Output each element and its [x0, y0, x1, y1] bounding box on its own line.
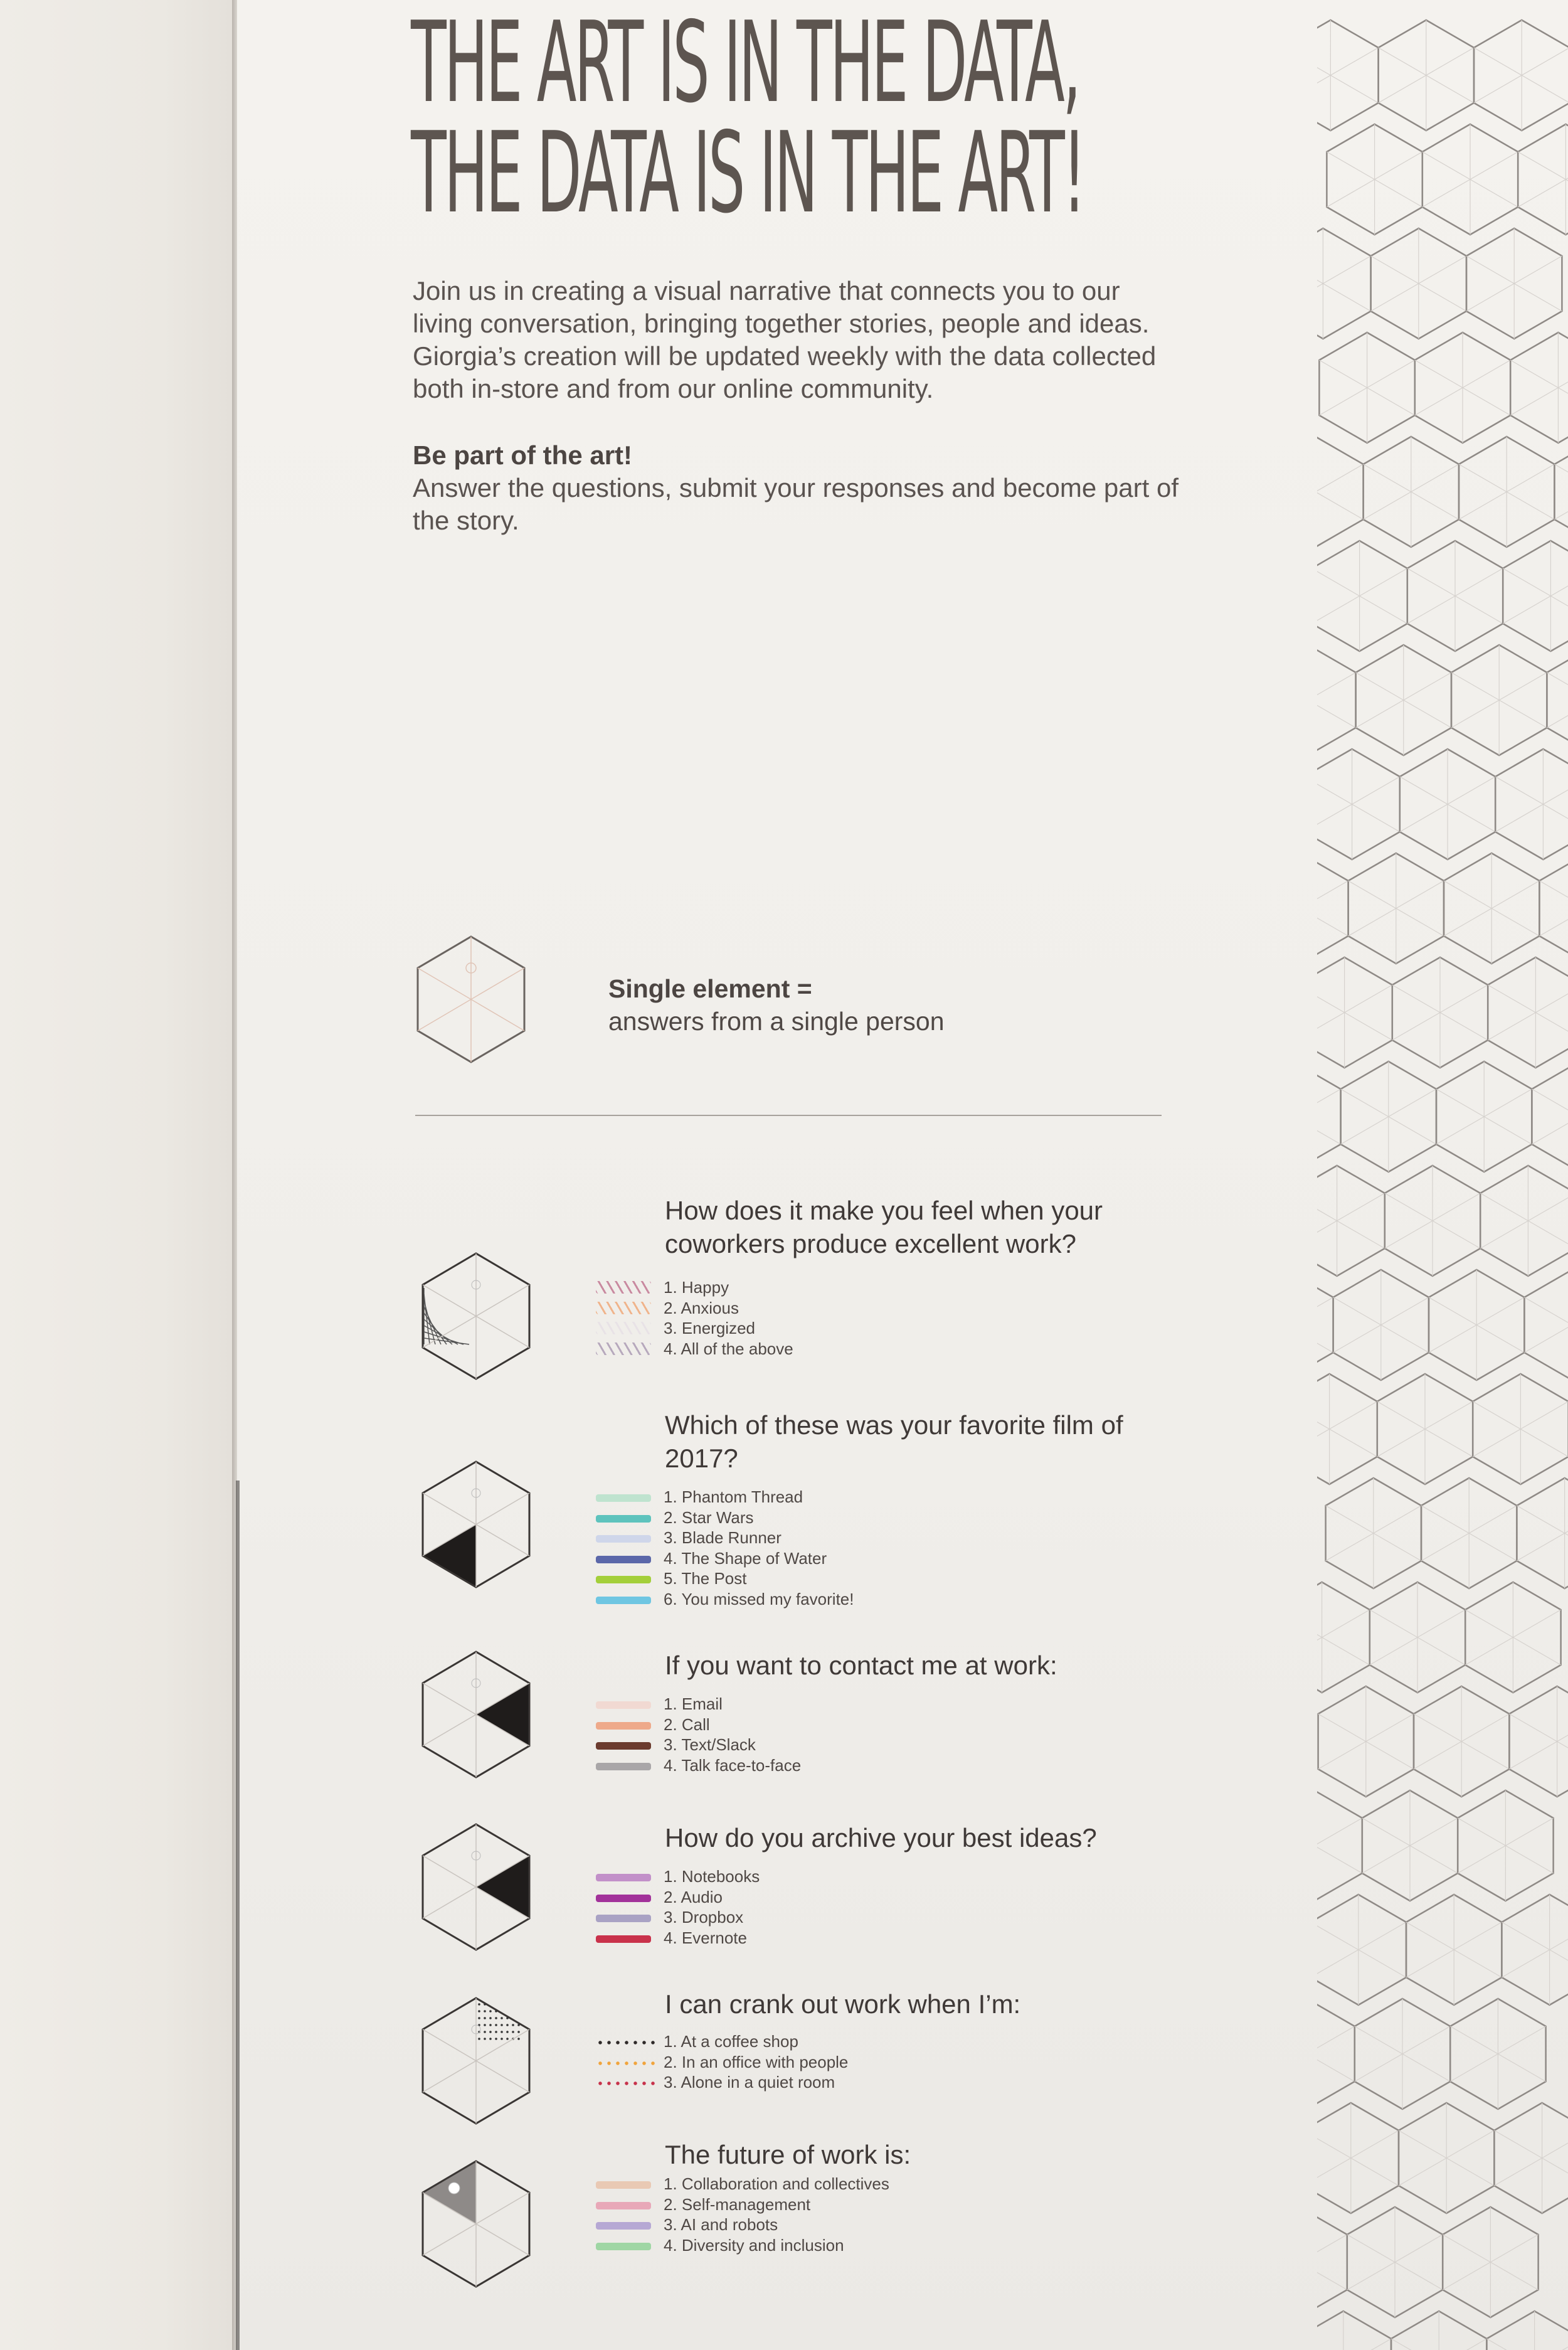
color-swatch — [596, 2202, 651, 2209]
pattern-hexagon — [1317, 957, 1392, 1068]
divider — [415, 1115, 1162, 1116]
color-swatch — [596, 1302, 651, 1314]
question-options-2 — [664, 1487, 854, 1609]
pattern-hexagon — [1391, 2311, 1486, 2350]
option-label: 3. Alone in a quiet room — [664, 2073, 835, 2092]
pattern-hexagon — [1539, 853, 1568, 964]
pattern-hexagon — [1317, 437, 1364, 547]
pattern-hexagon — [1392, 957, 1488, 1068]
legend-title: Single element = — [608, 974, 812, 1003]
pattern-hexagon — [1371, 228, 1466, 339]
color-swatch — [596, 1763, 651, 1770]
pattern-hexagon — [1341, 1061, 1436, 1172]
pattern-hexagon — [1379, 20, 1474, 130]
panel-edge-shadow — [236, 1481, 240, 2350]
legend-text: answers from a single person — [608, 1007, 945, 1036]
pattern-hexagon — [1317, 749, 1400, 859]
pattern-hexagon — [1495, 749, 1568, 859]
color-swatch — [596, 1342, 651, 1355]
color-swatch — [596, 2080, 659, 2087]
pattern-hexagon — [1317, 2207, 1347, 2317]
cta-text: Answer the questions, submit your responses and become part of the story. — [413, 473, 1179, 535]
question-options-1 — [664, 1277, 793, 1359]
color-swatch — [596, 1597, 651, 1604]
color-swatch — [596, 1322, 651, 1334]
option-label: 2. Self-management — [664, 2194, 811, 2214]
pattern-hexagon — [1317, 2103, 1399, 2213]
title-line-1: THE ART IS IN THE DATA, — [411, 0, 1079, 127]
pattern-hexagon — [1407, 541, 1503, 651]
color-swatch — [596, 1494, 651, 1502]
question-title-4: How do you archive your best ideas? — [665, 1823, 1097, 1853]
pattern-hexagon — [1443, 2207, 1538, 2317]
pattern-hexagon — [1317, 1582, 1370, 1693]
question-title-5: I can crank out work when I’m: — [665, 1989, 1021, 2019]
pattern-hexagon — [1502, 1895, 1568, 2005]
pattern-hexagon — [1348, 853, 1444, 964]
option-label: 2. Audio — [664, 1887, 723, 1906]
option-label: 4. Diversity and inclusion — [664, 2235, 844, 2255]
pattern-hexagon — [1317, 1374, 1377, 1484]
pattern-hexagon — [1459, 437, 1554, 547]
pattern-hexagon — [1326, 1478, 1421, 1588]
pattern-hexagon — [1333, 1270, 1429, 1380]
color-swatch — [596, 1556, 651, 1563]
pattern-hexagon — [1451, 645, 1547, 755]
color-swatch — [596, 1895, 651, 1902]
pattern-hexagon — [1429, 1270, 1524, 1380]
option-label: 2. Call — [664, 1715, 710, 1734]
pattern-hexagon — [1317, 1061, 1341, 1172]
color-swatch — [596, 1915, 651, 1922]
pattern-hexagon — [1422, 124, 1518, 235]
pattern-hexagon — [1317, 853, 1348, 964]
color-swatch — [596, 2222, 651, 2230]
pattern-hexagon — [1364, 437, 1459, 547]
pattern-hexagon — [1317, 1999, 1355, 2109]
pattern-hexagon — [1319, 332, 1414, 443]
option-label: 3. Text/Slack — [664, 1735, 756, 1754]
option-label: 3. Blade Runner — [664, 1528, 781, 1547]
pattern-hexagon — [1518, 124, 1568, 235]
pattern-hexagon — [1436, 1061, 1532, 1172]
pattern-hexagon — [1554, 437, 1568, 547]
color-swatch — [596, 2039, 659, 2046]
pattern-hexagon — [1510, 332, 1568, 443]
pattern-hexagon — [1317, 645, 1356, 755]
option-label: 1. Phantom Thread — [664, 1487, 803, 1506]
pattern-hexagon — [1466, 228, 1562, 339]
pattern-hexagon — [1385, 1166, 1480, 1276]
option-label: 3. Energized — [664, 1319, 755, 1337]
question-options-3 — [664, 1694, 801, 1775]
question-hexagon-icon — [416, 2158, 536, 2290]
pattern-hexagon — [1421, 1478, 1517, 1588]
color-swatch — [596, 1576, 651, 1583]
option-label: 1. Notebooks — [664, 1867, 760, 1886]
color-swatch — [596, 2243, 651, 2250]
legend-hexagon-icon — [411, 933, 531, 1065]
pattern-hexagon — [1509, 1686, 1568, 1797]
pattern-hexagon — [1318, 1686, 1414, 1797]
question-hexagon-icon — [416, 1250, 536, 1382]
pattern-hexagon — [1444, 853, 1539, 964]
question-title-3: If you want to contact me at work: — [665, 1651, 1057, 1680]
left-wall — [0, 0, 232, 2350]
pattern-hexagon — [1377, 1374, 1473, 1484]
color-swatch — [596, 1515, 651, 1523]
option-label: 3. AI and robots — [664, 2215, 778, 2234]
color-swatch — [596, 1701, 651, 1709]
question-hexagon-icon — [416, 1821, 536, 1953]
pattern-hexagon — [1547, 645, 1568, 755]
pattern-hexagon — [1400, 749, 1495, 859]
cta-heading: Be part of the art! — [413, 440, 633, 470]
question-options-6 — [664, 2174, 889, 2255]
option-label: 4. Talk face-to-face — [664, 1755, 802, 1775]
option-label: 4. All of the above — [664, 1339, 793, 1358]
pattern-hexagon — [1486, 2311, 1568, 2350]
pattern-hexagon — [1317, 1790, 1362, 1901]
option-label: 1. Collaboration and collectives — [664, 2174, 889, 2193]
pattern-hexagon — [1399, 2103, 1494, 2213]
pattern-hexagon — [1317, 1270, 1333, 1380]
option-label: 1. Email — [664, 1694, 723, 1713]
pattern-hexagon — [1458, 1790, 1553, 1901]
option-label: 4. The Shape of Water — [664, 1548, 827, 1568]
pattern-hexagon — [1473, 1374, 1568, 1484]
pattern-hexagon — [1414, 1686, 1509, 1797]
option-label: 1. At a coffee shop — [664, 2032, 798, 2051]
pattern-hexagon — [1317, 20, 1379, 130]
question-options-4 — [664, 1866, 760, 1948]
pattern-hexagon — [1465, 1582, 1560, 1693]
pattern-hexagon — [1474, 20, 1568, 130]
option-label: 6. You missed my favorite! — [664, 1589, 854, 1608]
pattern-hexagon — [1524, 1270, 1568, 1380]
pattern-hexagon — [1317, 2311, 1391, 2350]
option-label: 2. Anxious — [664, 1298, 739, 1317]
option-label: 4. Evernote — [664, 1928, 747, 1947]
pattern-hexagon — [1406, 1895, 1502, 2005]
question-hexagon-icon — [416, 1649, 536, 1780]
pattern-hexagon — [1415, 332, 1510, 443]
question-options-5 — [664, 2031, 848, 2093]
option-label: 1. Happy — [664, 1278, 729, 1297]
title-line-2: THE DATA IS IN THE ART! — [411, 108, 1084, 238]
pattern-hexagon — [1480, 1166, 1568, 1276]
intro-paragraph: Join us in creating a visual narrative that connects you to our living conversation, bringing together stories, people and ideas. Giorgia’s creation will be updated weekly with the data collected both in-store and from our online community. — [413, 276, 1157, 403]
question-title-2: Which of these was your favorite film of 2017? — [665, 1410, 1123, 1473]
pattern-hexagon — [1488, 957, 1568, 1068]
pattern-hexagon — [1317, 1166, 1385, 1276]
color-swatch — [596, 1874, 651, 1881]
pattern-hexagon — [1317, 1895, 1406, 2005]
option-label: 5. The Post — [664, 1569, 747, 1588]
pattern-hexagon — [1317, 228, 1371, 339]
pattern-hexagon — [1356, 645, 1451, 755]
pattern-hexagon — [1532, 1061, 1568, 1172]
color-swatch — [596, 1742, 651, 1750]
question-hexagon-icon — [416, 1459, 536, 1590]
color-swatch — [596, 1535, 651, 1543]
hexagon-pattern — [1317, 0, 1568, 2350]
question-title-1: How does it make you feel when your coworkers produce excellent work? — [665, 1196, 1103, 1258]
question-hexagon-icon — [416, 1995, 536, 2127]
color-swatch — [596, 1281, 651, 1294]
option-label: 2. In an office with people — [664, 2052, 849, 2071]
pattern-hexagon — [1517, 1478, 1568, 1588]
color-swatch — [596, 1722, 651, 1730]
color-swatch — [596, 1935, 651, 1943]
color-swatch — [596, 2181, 651, 2189]
pattern-hexagon — [1355, 1999, 1450, 2109]
pattern-hexagon — [1362, 1790, 1458, 1901]
poster-title — [411, 0, 1084, 238]
pattern-hexagon — [1317, 541, 1407, 651]
pattern-hexagon — [1503, 541, 1568, 651]
pattern-hexagon — [1347, 2207, 1443, 2317]
option-label: 3. Dropbox — [664, 1908, 744, 1927]
question-title-6: The future of work is: — [665, 2140, 911, 2169]
pattern-hexagon — [1370, 1582, 1465, 1693]
pattern-hexagon — [1450, 1999, 1545, 2109]
color-swatch — [596, 2060, 659, 2067]
pattern-hexagon — [1327, 124, 1422, 235]
pattern-hexagon — [1494, 2103, 1568, 2213]
option-label: 2. Star Wars — [664, 1507, 754, 1527]
